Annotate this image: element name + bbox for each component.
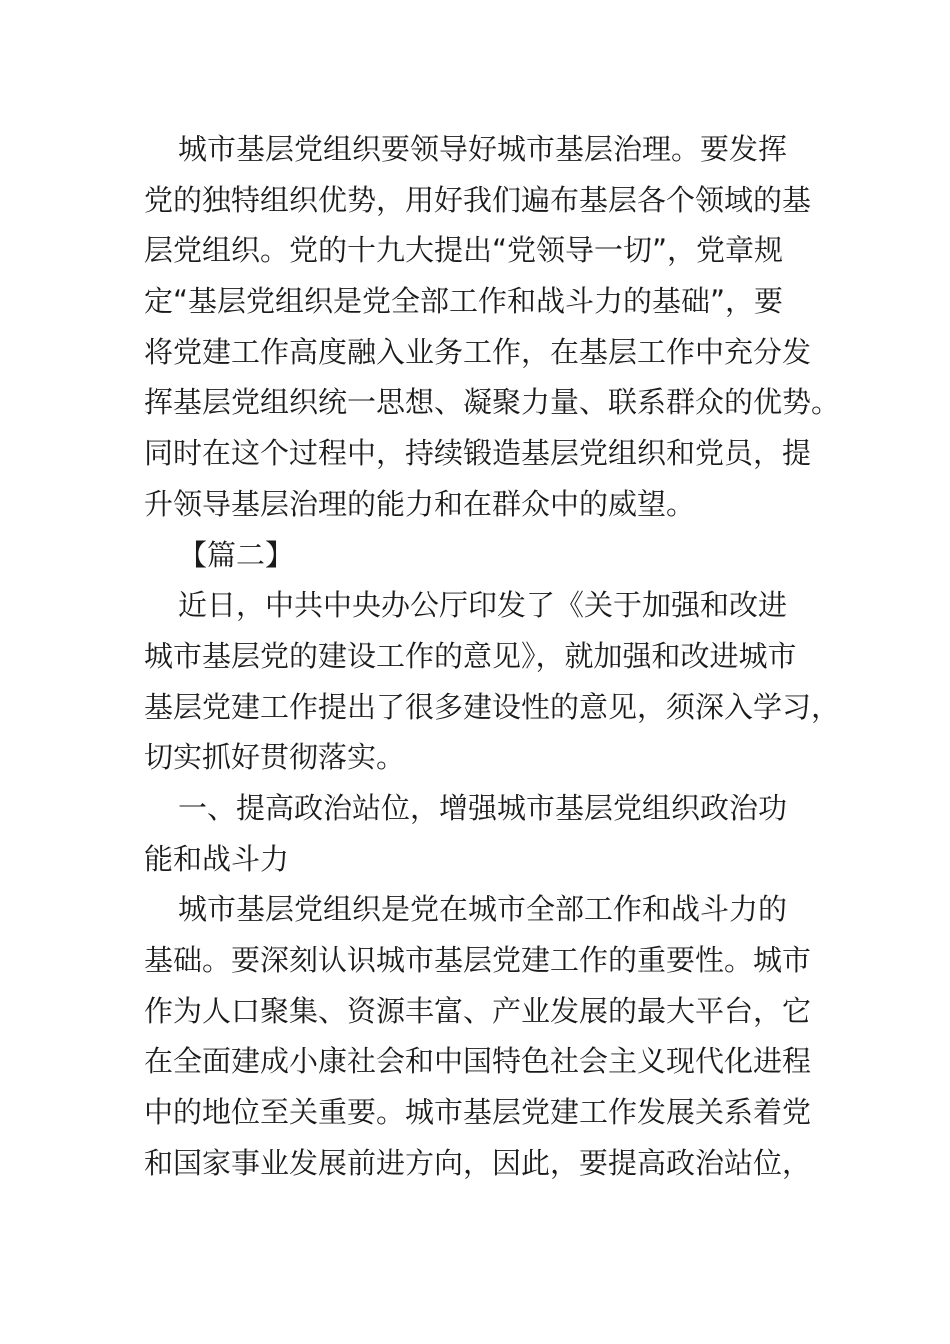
paragraph-line: 在全面建成小康社会和中国特色社会主义现代化进程 — [144, 1044, 812, 1079]
paragraph-line: 基层党建工作提出了很多建设性的意见，须深入学习， — [144, 689, 841, 724]
paragraph — [144, 884, 834, 1188]
paragraph-line: 党的独特组织优势，用好我们遍布基层各个领域的基 — [144, 182, 812, 217]
paragraph-line: 中的地位至关重要。城市基层党建工作发展关系着党 — [144, 1095, 812, 1130]
paragraph-line: 挥基层党组织统一思想、凝聚力量、联系群众的优势。 — [144, 385, 841, 420]
paragraph-line: 城市基层党的建设工作的意见》，就加强和改进城市 — [144, 638, 797, 673]
paragraph-line: 层党组织。党的十九大提出“党领导一切”，党章规 — [144, 233, 784, 268]
paragraph — [144, 580, 841, 783]
section-title: 【篇二】 — [178, 537, 295, 572]
paragraph-line: 切实抓好贯彻落实。 — [144, 740, 406, 775]
paragraph-line: 作为人口聚集、资源丰富、产业发展的最大平台，它 — [144, 993, 812, 1028]
paragraph-line: 同时在这个过程中，持续锻造基层党组织和党员，提 — [144, 436, 812, 471]
section-heading — [144, 530, 834, 581]
document-body — [144, 124, 841, 1188]
paragraph-line: 近日，中共中央办公厅印发了《关于加强和改进 — [178, 588, 788, 623]
paragraph-line: 城市基层党组织是党在城市全部工作和战斗力的 — [178, 892, 788, 927]
paragraph-line: 基础。要深刻认识城市基层党建工作的重要性。城市 — [144, 943, 812, 977]
subheading — [144, 783, 834, 884]
paragraph-line: 和国家事业发展前进方向，因此，要提高政治站位， — [144, 1145, 812, 1180]
paragraph-line: 定“基层党组织是党全部工作和战斗力的基础”，要 — [144, 284, 784, 319]
paragraph — [144, 124, 841, 530]
paragraph-line: 升领导基层治理的能力和在群众中的威望。 — [144, 486, 696, 521]
subheading-line: 能和战斗力 — [144, 841, 290, 876]
paragraph-line: 将党建工作高度融入业务工作，在基层工作中充分发 — [144, 334, 812, 369]
paragraph-line: 城市基层党组织要领导好城市基层治理。要发挥 — [178, 132, 788, 166]
subheading-line: 一、提高政治站位，增强城市基层党组织政治功 — [178, 790, 788, 825]
